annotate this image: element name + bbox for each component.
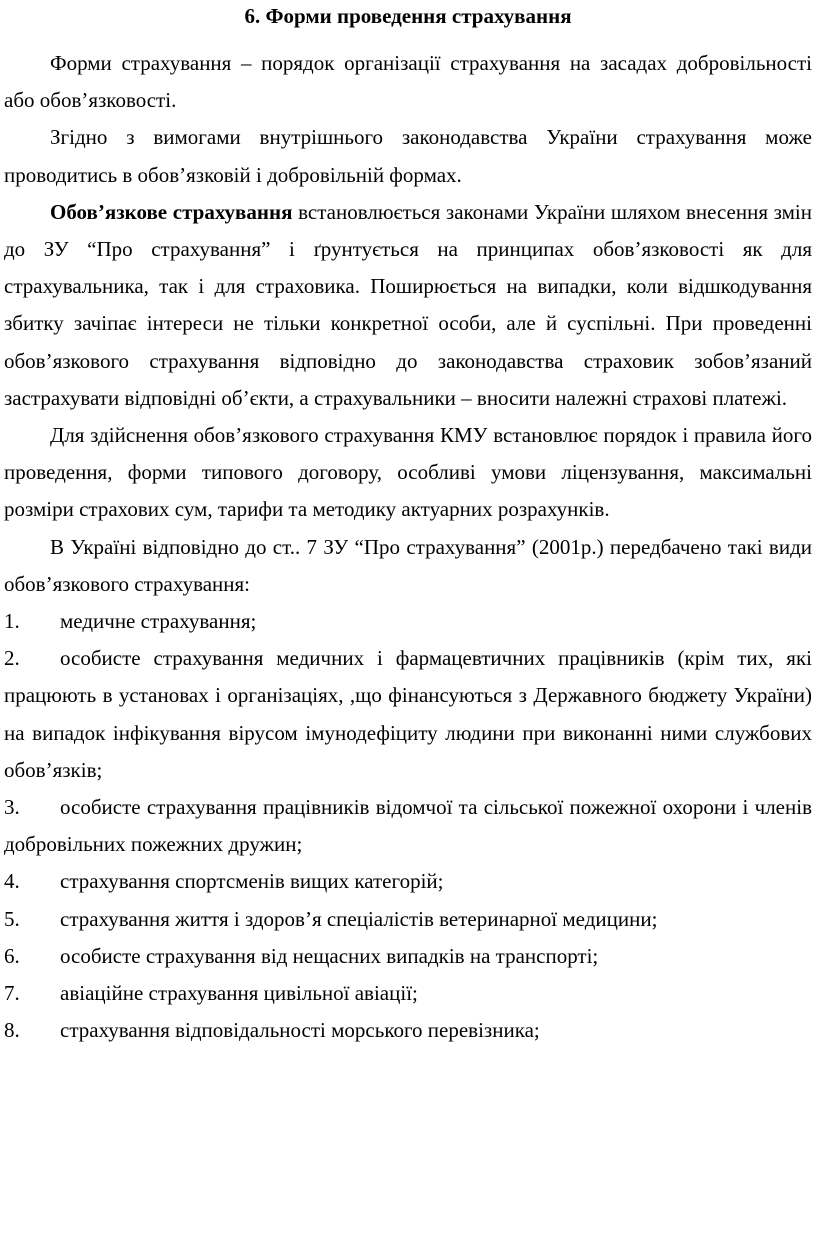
list-item-text: особисте страхування від нещасних випадків на транспорті; (60, 943, 599, 968)
paragraph-mandatory-insurance (4, 194, 812, 417)
paragraph-types-intro: В Україні відповідно до ст.. 7 ЗУ “Про страхування” (2001р.) передбачено такі види обов’язкового страхування: (4, 534, 812, 596)
list-item-number: 7. (4, 981, 20, 1006)
list-item-number: 3. (4, 795, 20, 820)
paragraph-kmu-rules: Для здійснення обов’язкового страхування КМУ встановлює порядок і правила його проведення, форми типового договору, особливі умови ліцензування, максимальні розміри страхових сум, тарифи та методику актуарних розрахунків. (4, 423, 812, 522)
document-title: 6. Форми проведення страхування (244, 4, 572, 28)
list-item-text: страхування життя і здоров’я спеціалістів ветеринарної медицини; (60, 906, 658, 931)
list-item-number: 2. (4, 646, 20, 671)
list-item-number: 8. (4, 1018, 20, 1043)
list-item-number: 1. (4, 609, 20, 634)
list-item-text: медичне страхування; (60, 609, 257, 634)
list-item-number: 5. (4, 906, 20, 931)
list-item (4, 975, 812, 1012)
list-item-number: 6. (4, 943, 20, 968)
list-item (4, 901, 812, 938)
list-item (4, 863, 812, 900)
list-item-text: страхування відповідальності морського перевізника; (60, 1018, 540, 1043)
list-item-text: страхування спортсменів вищих категорій; (60, 869, 444, 894)
list-item (4, 640, 812, 789)
list-item (4, 603, 812, 640)
mandatory-insurance-text: встановлюється законами України шляхом внесення змін до ЗУ “Про страхування” і ґрунтується на принципах обов’язковості як для страхувальника, так і для страховика. Поширюється на випадки, коли відшкодування збитку зачіпає інтереси не тільки конкретної особи, але й суспільні. При проведенні обов’язкового страхування відповідно до законодавства страховик зобов’язаний застрахувати відповідні об’єкти, а страхувальники – вносити належні страхові платежі. (4, 199, 812, 410)
list-item (4, 938, 812, 975)
list-item-text: особисте страхування медичних і фармацевтичних працівників (крім тих, які працюють в установах і організаціях, ,що фінансуються з Державного бюджету України) на випадок інфікування вірусом імунодефіциту людини при виконанні ними службових обов’язків; (4, 646, 812, 782)
list-item-text: авіаційне страхування цивільної авіації; (60, 981, 418, 1006)
paragraph-forms-definition: Форми страхування – порядок організації страхування на засадах добровільності або обов’язковості. (4, 51, 812, 113)
list-item (4, 1012, 812, 1049)
mandatory-insurance-list (4, 603, 812, 1049)
list-item-text: особисте страхування працівників відомчої та сільської пожежної охорони і членів добровільних пожежних дружин; (4, 795, 812, 857)
paragraph-legislation: Згідно з вимогами внутрішнього законодавства України страхування може проводитись в обов’язковій і добровільній формах. (4, 125, 812, 187)
mandatory-insurance-term: Обов’язкове страхування (50, 199, 293, 224)
list-item (4, 789, 812, 863)
list-item-number: 4. (4, 869, 20, 894)
